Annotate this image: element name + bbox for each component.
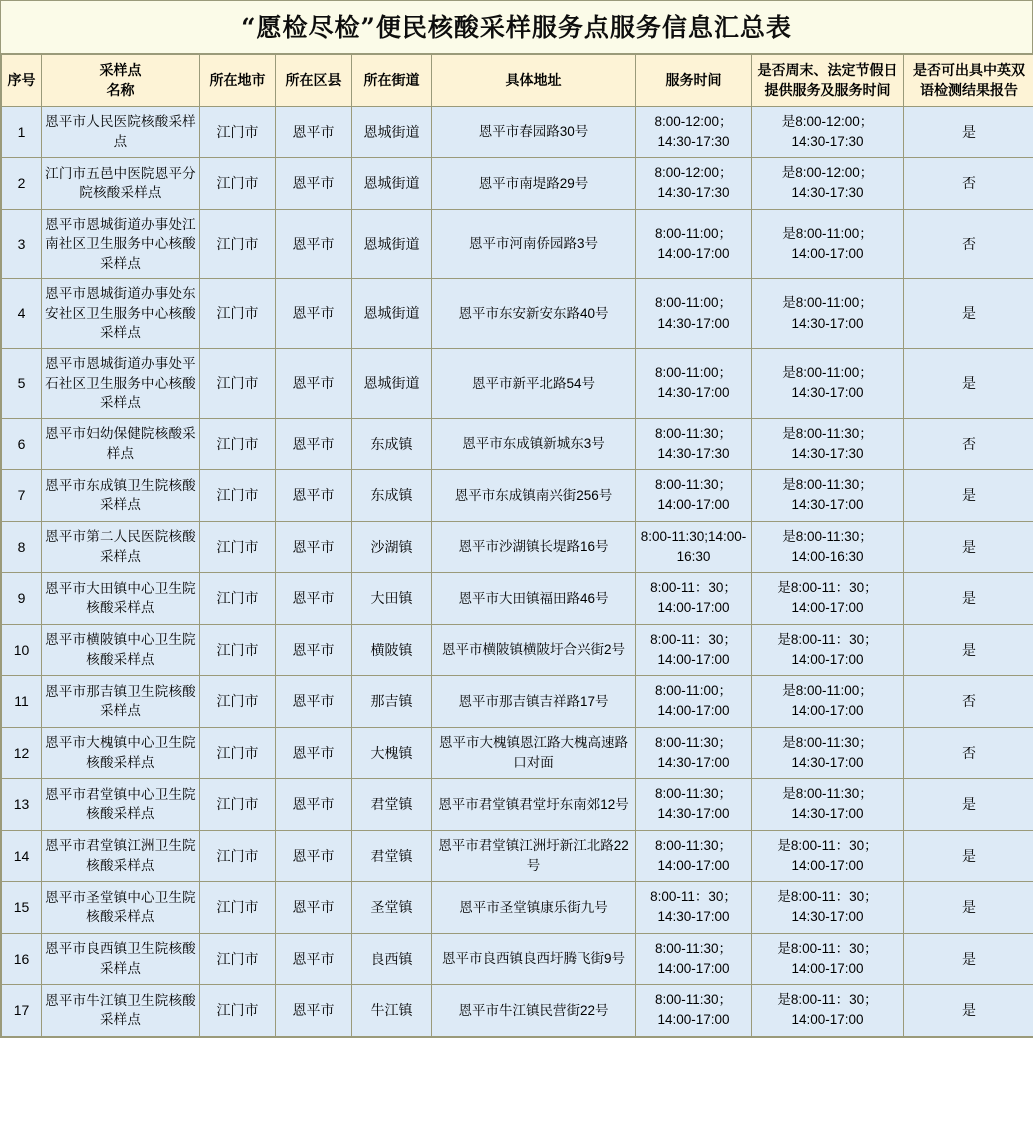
cell-index: 17 bbox=[2, 985, 42, 1037]
cell-city: 江门市 bbox=[200, 279, 276, 349]
cell-street: 沙湖镇 bbox=[352, 521, 432, 573]
cell-address: 恩平市圣堂镇康乐街九号 bbox=[432, 882, 636, 934]
cell-street: 恩城街道 bbox=[352, 106, 432, 158]
cell-name: 恩平市那吉镇卫生院核酸采样点 bbox=[42, 676, 200, 728]
cell-report: 否 bbox=[904, 727, 1033, 779]
cell-report: 是 bbox=[904, 470, 1033, 522]
cell-report: 是 bbox=[904, 933, 1033, 985]
cell-address: 恩平市良西镇良西圩腾飞街9号 bbox=[432, 933, 636, 985]
cell-hours: 8:00-11:30； 14:00-17:00 bbox=[636, 470, 752, 522]
cell-weekend: 是8:00-12:00； 14:30-17:30 bbox=[752, 106, 904, 158]
cell-district: 恩平市 bbox=[276, 727, 352, 779]
cell-city: 江门市 bbox=[200, 727, 276, 779]
cell-city: 江门市 bbox=[200, 882, 276, 934]
cell-index: 6 bbox=[2, 418, 42, 470]
cell-hours: 8:00-11:30； 14:00-17:00 bbox=[636, 933, 752, 985]
cell-city: 江门市 bbox=[200, 106, 276, 158]
cell-address: 恩平市沙湖镇长堤路16号 bbox=[432, 521, 636, 573]
cell-city: 江门市 bbox=[200, 158, 276, 210]
table-row bbox=[2, 882, 1033, 934]
cell-city: 江门市 bbox=[200, 348, 276, 418]
cell-district: 恩平市 bbox=[276, 521, 352, 573]
cell-street: 良西镇 bbox=[352, 933, 432, 985]
cell-address: 恩平市河南侨园路3号 bbox=[432, 209, 636, 279]
cell-weekend: 是8:00-11：30； 14:30-17:00 bbox=[752, 882, 904, 934]
cell-weekend: 是8:00-12:00； 14:30-17:30 bbox=[752, 158, 904, 210]
cell-name: 恩平市恩城街道办事处东安社区卫生服务中心核酸采样点 bbox=[42, 279, 200, 349]
table-row bbox=[2, 158, 1033, 210]
cell-name: 恩平市妇幼保健院核酸采样点 bbox=[42, 418, 200, 470]
column-header-weekend-line1: 是否周末、法定节假日 bbox=[757, 62, 898, 78]
cell-name: 恩平市人民医院核酸采样点 bbox=[42, 106, 200, 158]
table-row bbox=[2, 676, 1033, 728]
cell-weekend: 是8:00-11:00； 14:30-17:00 bbox=[752, 348, 904, 418]
cell-city: 江门市 bbox=[200, 521, 276, 573]
cell-address: 恩平市大田镇福田路46号 bbox=[432, 573, 636, 625]
cell-report: 是 bbox=[904, 521, 1033, 573]
cell-name: 恩平市君堂镇中心卫生院核酸采样点 bbox=[42, 779, 200, 831]
cell-report: 是 bbox=[904, 573, 1033, 625]
table-body bbox=[2, 106, 1033, 1036]
cell-weekend: 是8:00-11：30； 14:00-17:00 bbox=[752, 985, 904, 1037]
column-header-report-line1: 是否可出具中英双 bbox=[913, 62, 1025, 78]
cell-index: 15 bbox=[2, 882, 42, 934]
cell-weekend: 是8:00-11:30； 14:30-17:00 bbox=[752, 727, 904, 779]
cell-weekend: 是8:00-11：30； 14:00-17:00 bbox=[752, 624, 904, 676]
page-title: “愿检尽检”便民核酸采样服务点服务信息汇总表 bbox=[241, 13, 792, 42]
cell-name: 恩平市东成镇卫生院核酸采样点 bbox=[42, 470, 200, 522]
cell-street: 恩城街道 bbox=[352, 348, 432, 418]
cell-index: 8 bbox=[2, 521, 42, 573]
cell-street: 东成镇 bbox=[352, 470, 432, 522]
document-title-bar bbox=[1, 1, 1032, 54]
cell-hours: 8:00-11:00； 14:30-17:00 bbox=[636, 279, 752, 349]
column-header-report bbox=[904, 55, 1033, 107]
table-row bbox=[2, 470, 1033, 522]
table-row bbox=[2, 279, 1033, 349]
column-header-district: 所在区县 bbox=[276, 55, 352, 107]
cell-weekend: 是8:00-11:30； 14:30-17:00 bbox=[752, 470, 904, 522]
cell-street: 大田镇 bbox=[352, 573, 432, 625]
cell-weekend: 是8:00-11：30； 14:00-17:00 bbox=[752, 933, 904, 985]
table-row bbox=[2, 418, 1033, 470]
cell-hours: 8:00-12:00； 14:30-17:30 bbox=[636, 106, 752, 158]
cell-report: 是 bbox=[904, 348, 1033, 418]
cell-hours: 8:00-11：30； 14:30-17:00 bbox=[636, 882, 752, 934]
table-row bbox=[2, 209, 1033, 279]
cell-city: 江门市 bbox=[200, 624, 276, 676]
cell-report: 是 bbox=[904, 106, 1033, 158]
cell-index: 13 bbox=[2, 779, 42, 831]
cell-district: 恩平市 bbox=[276, 933, 352, 985]
cell-city: 江门市 bbox=[200, 830, 276, 882]
cell-district: 恩平市 bbox=[276, 830, 352, 882]
cell-address: 恩平市新平北路54号 bbox=[432, 348, 636, 418]
table-row bbox=[2, 830, 1033, 882]
cell-index: 4 bbox=[2, 279, 42, 349]
cell-hours: 8:00-11:00； 14:30-17:00 bbox=[636, 348, 752, 418]
column-header-name bbox=[42, 55, 200, 107]
cell-street: 君堂镇 bbox=[352, 779, 432, 831]
cell-weekend: 是8:00-11:30； 14:00-16:30 bbox=[752, 521, 904, 573]
cell-street: 恩城街道 bbox=[352, 158, 432, 210]
cell-address: 恩平市君堂镇君堂圩东南郊12号 bbox=[432, 779, 636, 831]
cell-index: 1 bbox=[2, 106, 42, 158]
cell-address: 恩平市东安新安东路40号 bbox=[432, 279, 636, 349]
column-header-weekend-line2: 提供服务及服务时间 bbox=[764, 82, 891, 99]
table-row bbox=[2, 573, 1033, 625]
cell-address: 恩平市君堂镇江洲圩新江北路22号 bbox=[432, 830, 636, 882]
cell-index: 7 bbox=[2, 470, 42, 522]
cell-index: 2 bbox=[2, 158, 42, 210]
column-header-name-line1: 采样点 bbox=[99, 62, 142, 78]
cell-hours: 8:00-11:30； 14:30-17:30 bbox=[636, 418, 752, 470]
cell-hours: 8:00-11:30； 14:00-17:00 bbox=[636, 830, 752, 882]
cell-address: 恩平市南堤路29号 bbox=[432, 158, 636, 210]
cell-city: 江门市 bbox=[200, 418, 276, 470]
cell-hours: 8:00-11：30； 14:00-17:00 bbox=[636, 573, 752, 625]
cell-address: 恩平市春园路30号 bbox=[432, 106, 636, 158]
cell-street: 圣堂镇 bbox=[352, 882, 432, 934]
cell-district: 恩平市 bbox=[276, 158, 352, 210]
cell-city: 江门市 bbox=[200, 470, 276, 522]
table-row bbox=[2, 106, 1033, 158]
table-row bbox=[2, 727, 1033, 779]
cell-name: 江门市五邑中医院恩平分院核酸采样点 bbox=[42, 158, 200, 210]
cell-district: 恩平市 bbox=[276, 348, 352, 418]
cell-name: 恩平市君堂镇江洲卫生院核酸采样点 bbox=[42, 830, 200, 882]
cell-address: 恩平市大槐镇恩江路大槐高速路口对面 bbox=[432, 727, 636, 779]
cell-index: 10 bbox=[2, 624, 42, 676]
column-header-street: 所在街道 bbox=[352, 55, 432, 107]
cell-name: 恩平市良西镇卫生院核酸采样点 bbox=[42, 933, 200, 985]
cell-report: 是 bbox=[904, 985, 1033, 1037]
table-row bbox=[2, 624, 1033, 676]
table-row bbox=[2, 348, 1033, 418]
cell-hours: 8:00-11:00； 14:00-17:00 bbox=[636, 209, 752, 279]
cell-street: 横陂镇 bbox=[352, 624, 432, 676]
cell-name: 恩平市恩城街道办事处平石社区卫生服务中心核酸采样点 bbox=[42, 348, 200, 418]
cell-weekend: 是8:00-11:00； 14:00-17:00 bbox=[752, 209, 904, 279]
cell-hours: 8:00-11:30； 14:30-17:00 bbox=[636, 727, 752, 779]
cell-city: 江门市 bbox=[200, 676, 276, 728]
cell-index: 11 bbox=[2, 676, 42, 728]
cell-city: 江门市 bbox=[200, 933, 276, 985]
cell-hours: 8:00-11:30； 14:30-17:00 bbox=[636, 779, 752, 831]
sampling-points-table bbox=[1, 54, 1033, 1037]
cell-name: 恩平市横陂镇中心卫生院核酸采样点 bbox=[42, 624, 200, 676]
cell-street: 牛江镇 bbox=[352, 985, 432, 1037]
column-header-hours: 服务时间 bbox=[636, 55, 752, 107]
cell-index: 3 bbox=[2, 209, 42, 279]
cell-street: 那吉镇 bbox=[352, 676, 432, 728]
cell-district: 恩平市 bbox=[276, 882, 352, 934]
column-header-name-line2: 名称 bbox=[106, 82, 135, 99]
cell-street: 东成镇 bbox=[352, 418, 432, 470]
cell-report: 否 bbox=[904, 209, 1033, 279]
cell-weekend: 是8:00-11：30； 14:00-17:00 bbox=[752, 573, 904, 625]
cell-index: 12 bbox=[2, 727, 42, 779]
cell-district: 恩平市 bbox=[276, 106, 352, 158]
column-header-report-line2: 语检测结果报告 bbox=[920, 82, 1018, 99]
cell-name: 恩平市牛江镇卫生院核酸采样点 bbox=[42, 985, 200, 1037]
cell-report: 是 bbox=[904, 882, 1033, 934]
cell-hours: 8:00-11:00； 14:00-17:00 bbox=[636, 676, 752, 728]
cell-name: 恩平市恩城街道办事处江南社区卫生服务中心核酸采样点 bbox=[42, 209, 200, 279]
table-header-row bbox=[2, 55, 1033, 107]
cell-street: 大槐镇 bbox=[352, 727, 432, 779]
cell-city: 江门市 bbox=[200, 985, 276, 1037]
cell-report: 是 bbox=[904, 830, 1033, 882]
cell-index: 5 bbox=[2, 348, 42, 418]
cell-name: 恩平市大田镇中心卫生院核酸采样点 bbox=[42, 573, 200, 625]
cell-address: 恩平市牛江镇民营街22号 bbox=[432, 985, 636, 1037]
cell-hours: 8:00-11:30;14:00-16:30 bbox=[636, 521, 752, 573]
cell-district: 恩平市 bbox=[276, 985, 352, 1037]
cell-district: 恩平市 bbox=[276, 676, 352, 728]
cell-report: 否 bbox=[904, 418, 1033, 470]
cell-name: 恩平市圣堂镇中心卫生院核酸采样点 bbox=[42, 882, 200, 934]
cell-report: 是 bbox=[904, 624, 1033, 676]
cell-report: 否 bbox=[904, 676, 1033, 728]
cell-name: 恩平市大槐镇中心卫生院核酸采样点 bbox=[42, 727, 200, 779]
cell-street: 君堂镇 bbox=[352, 830, 432, 882]
cell-address: 恩平市横陂镇横陂圩合兴街2号 bbox=[432, 624, 636, 676]
table-header bbox=[2, 55, 1033, 107]
cell-street: 恩城街道 bbox=[352, 279, 432, 349]
cell-address: 恩平市东成镇新城东3号 bbox=[432, 418, 636, 470]
column-header-address: 具体地址 bbox=[432, 55, 636, 107]
table-row bbox=[2, 521, 1033, 573]
cell-district: 恩平市 bbox=[276, 624, 352, 676]
cell-city: 江门市 bbox=[200, 209, 276, 279]
table-row bbox=[2, 933, 1033, 985]
cell-district: 恩平市 bbox=[276, 279, 352, 349]
cell-report: 是 bbox=[904, 279, 1033, 349]
cell-city: 江门市 bbox=[200, 779, 276, 831]
cell-name: 恩平市第二人民医院核酸采样点 bbox=[42, 521, 200, 573]
cell-address: 恩平市那吉镇吉祥路17号 bbox=[432, 676, 636, 728]
column-header-city: 所在地市 bbox=[200, 55, 276, 107]
cell-weekend: 是8:00-11：30； 14:00-17:00 bbox=[752, 830, 904, 882]
column-header-index: 序号 bbox=[2, 55, 42, 107]
cell-hours: 8:00-12:00； 14:30-17:30 bbox=[636, 158, 752, 210]
cell-city: 江门市 bbox=[200, 573, 276, 625]
cell-address: 恩平市东成镇南兴街256号 bbox=[432, 470, 636, 522]
cell-hours: 8:00-11：30； 14:00-17:00 bbox=[636, 624, 752, 676]
cell-weekend: 是8:00-11:00； 14:00-17:00 bbox=[752, 676, 904, 728]
cell-hours: 8:00-11:30； 14:00-17:00 bbox=[636, 985, 752, 1037]
cell-index: 16 bbox=[2, 933, 42, 985]
cell-report: 否 bbox=[904, 158, 1033, 210]
cell-report: 是 bbox=[904, 779, 1033, 831]
table-row bbox=[2, 985, 1033, 1037]
cell-index: 9 bbox=[2, 573, 42, 625]
cell-district: 恩平市 bbox=[276, 470, 352, 522]
cell-district: 恩平市 bbox=[276, 418, 352, 470]
column-header-weekend bbox=[752, 55, 904, 107]
cell-index: 14 bbox=[2, 830, 42, 882]
cell-district: 恩平市 bbox=[276, 209, 352, 279]
cell-weekend: 是8:00-11:30； 14:30-17:00 bbox=[752, 779, 904, 831]
cell-street: 恩城街道 bbox=[352, 209, 432, 279]
table-row bbox=[2, 779, 1033, 831]
cell-district: 恩平市 bbox=[276, 573, 352, 625]
cell-district: 恩平市 bbox=[276, 779, 352, 831]
cell-weekend: 是8:00-11:30； 14:30-17:30 bbox=[752, 418, 904, 470]
cell-weekend: 是8:00-11:00； 14:30-17:00 bbox=[752, 279, 904, 349]
